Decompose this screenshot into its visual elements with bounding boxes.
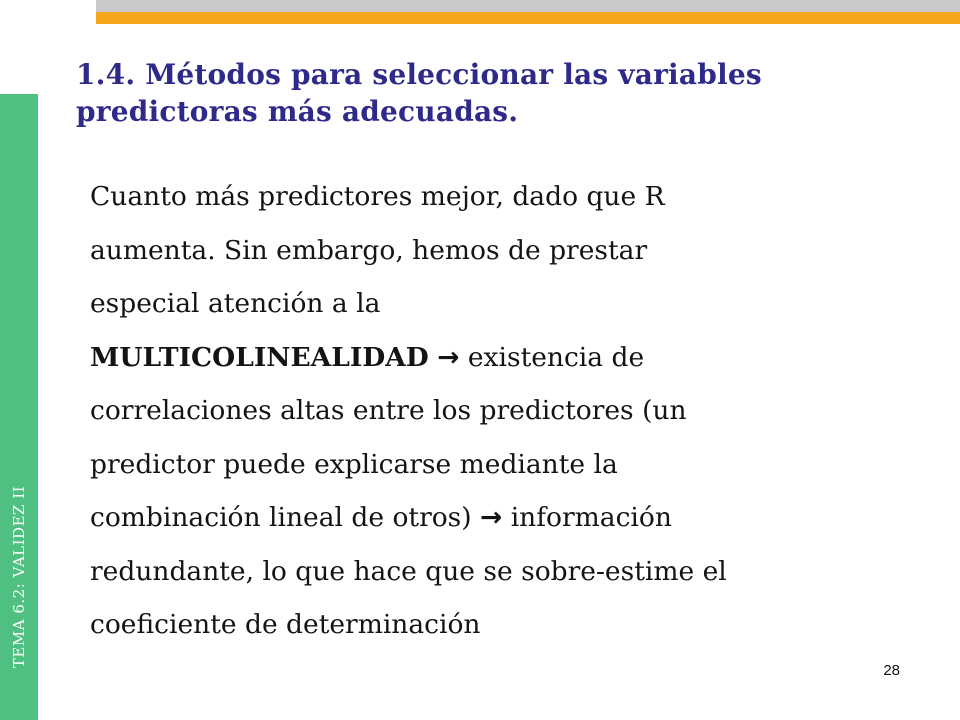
page-number: 28 xyxy=(883,662,900,679)
body-line-7-start: combinación lineal de otros) xyxy=(90,502,481,533)
body-line-2: aumenta. Sin embargo, hemos de prestar xyxy=(90,234,648,266)
body-line-4-rest: existencia de xyxy=(459,341,645,373)
top-decor-bar-orange xyxy=(96,12,960,24)
title-line-1: 1.4. Métodos para seleccionar las variables xyxy=(76,58,762,91)
body-line-6: predictor puede explicarse mediante la xyxy=(90,448,618,480)
body-line-7-rest: información xyxy=(502,502,672,533)
side-label-container xyxy=(6,118,32,714)
slide-body xyxy=(90,170,910,652)
arrow-right-icon: → xyxy=(437,341,460,373)
arrow-right-icon: → xyxy=(480,502,503,533)
title-line-2: predictoras más adecuadas. xyxy=(76,95,519,128)
body-line-7 xyxy=(90,491,910,545)
top-decor-bar-gray xyxy=(96,0,960,12)
body-line-3: especial atención a la xyxy=(90,288,381,319)
body-line-4 xyxy=(90,331,910,385)
slide-title xyxy=(76,56,936,130)
body-line-1: Cuanto más predictores mejor, dado que R xyxy=(90,181,665,212)
body-line-9: coeficiente de determinación xyxy=(90,609,481,640)
multicolinealidad-term: MULTICOLINEALIDAD xyxy=(90,341,429,373)
body-line-8: redundante, lo que hace que se sobre-estime el xyxy=(90,555,727,587)
body-line-5: correlaciones altas entre los predictores (un xyxy=(90,395,687,426)
side-label: TEMA 6.2: VALIDEZ II xyxy=(10,485,28,669)
